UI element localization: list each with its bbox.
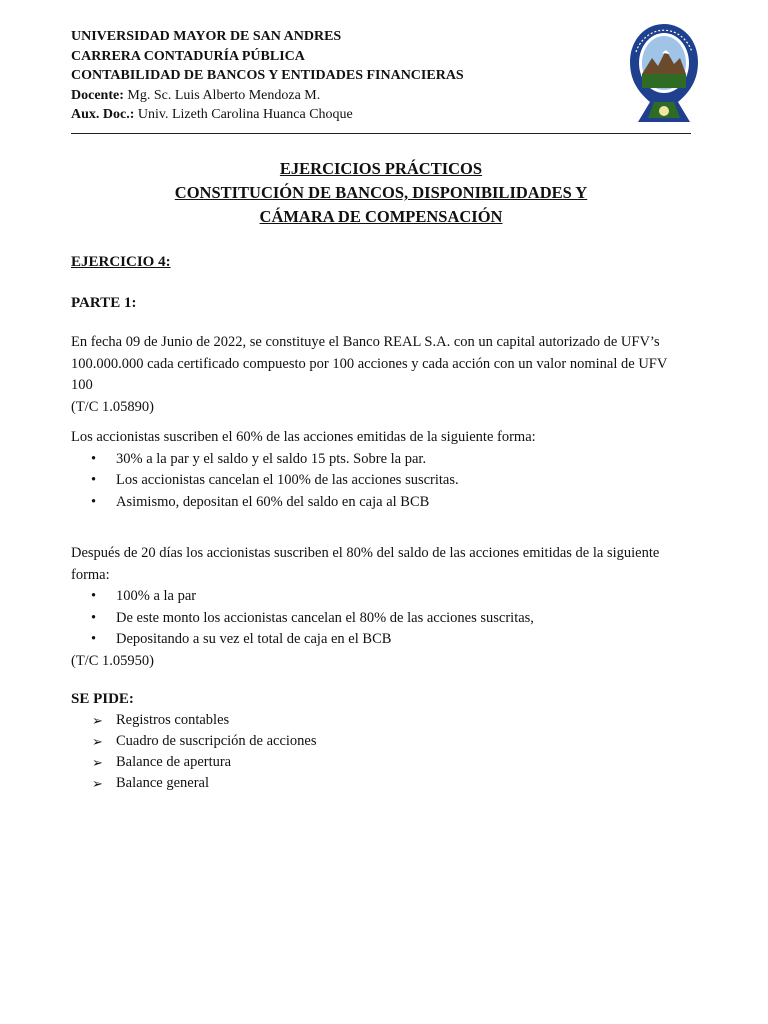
requirement-label: Balance de apertura: [116, 754, 232, 770]
list-item: • Depositando a su vez el total de caja en el BCB: [71, 629, 695, 651]
subscription-2-list: [71, 586, 695, 651]
list-item: • Los accionistas cancelan el 100% de las acciones suscritas.: [71, 470, 695, 492]
subscription-1-list: [71, 449, 695, 514]
arrow-bullet-icon: ➢: [92, 755, 103, 770]
requirements-section: [71, 689, 695, 794]
assistant-name: Univ. Lizeth Carolina Huanca Choque: [137, 107, 353, 122]
header-divider: [71, 133, 691, 134]
requirements-list: [71, 710, 695, 794]
title-line-2: CONSTITUCIÓN DE BANCOS, DISPONIBILIDADES Y: [174, 183, 588, 202]
subscription-2-line: Después de 20 días los accionistas suscriben el 80% del saldo de las acciones emitidas de la siguiente: [71, 545, 660, 561]
requirement-label: Cuadro de suscripción de acciones: [116, 733, 317, 749]
course-name: CONTABILIDAD DE BANCOS Y ENTIDADES FINANCIERAS: [71, 68, 464, 83]
requirement-label: Registros contables: [116, 712, 230, 728]
document-header: [71, 27, 464, 125]
subscription-2: [71, 543, 695, 672]
requirement-label: Balance general: [116, 775, 209, 791]
university-name: UNIVERSIDAD MAYOR DE SAN ANDRES: [71, 29, 342, 44]
arrow-bullet-icon: ➢: [92, 713, 103, 728]
intro-line: 100: [71, 377, 93, 393]
university-seal-icon: [626, 22, 702, 128]
intro-line: En fecha 09 de Junio de 2022, se constituye el Banco REAL S.A. con un capital autorizado de UFV’s: [71, 334, 660, 350]
teacher-line: [71, 86, 464, 106]
intro-line: 100.000.000 cada certificado compuesto por 100 acciones y cada acción con un valor nominal de UFV: [71, 355, 668, 372]
list-item: • 100% a la par: [71, 586, 695, 608]
teacher-name: Mg. Sc. Luis Alberto Mendoza M.: [127, 87, 321, 103]
list-item: • Asimismo, depositan el 60% del saldo en caja al BCB: [71, 492, 695, 514]
list-item: • De este monto los accionistas cancelan el 80% de las acciones suscritas,: [71, 608, 695, 630]
requirements-heading: SE PIDE:: [71, 691, 134, 707]
arrow-bullet-icon: ➢: [92, 734, 103, 749]
arrow-bullet-icon: ➢: [92, 776, 103, 791]
list-item: [71, 773, 695, 794]
exchange-rate: (T/C 1.05950): [71, 652, 154, 669]
title-line-1: EJERCICIOS PRÁCTICOS: [279, 159, 483, 178]
career-name: CARRERA CONTADURÍA PÚBLICA: [71, 48, 305, 64]
assistant-label: Aux. Doc.:: [71, 107, 135, 122]
list-item: [71, 731, 695, 752]
list-item: • 30% a la par y el saldo y el saldo 15 pts. Sobre la par.: [71, 449, 695, 471]
intro-paragraph: [71, 332, 695, 418]
intro-line: (T/C 1.05890): [71, 398, 154, 415]
teacher-label: Docente:: [71, 87, 124, 103]
list-item: [71, 752, 695, 773]
subscription-1: [71, 427, 695, 513]
page-title: [71, 157, 691, 229]
list-item: [71, 710, 695, 731]
assistant-line: [71, 105, 464, 125]
exercise-heading: EJERCICIO 4:: [71, 254, 171, 270]
part-heading: PARTE 1:: [71, 295, 137, 311]
title-line-3: CÁMARA DE COMPENSACIÓN: [259, 207, 503, 226]
subscription-1-text: Los accionistas suscriben el 60% de las acciones emitidas de la siguiente forma:: [71, 429, 536, 445]
subscription-2-line: forma:: [71, 566, 110, 583]
